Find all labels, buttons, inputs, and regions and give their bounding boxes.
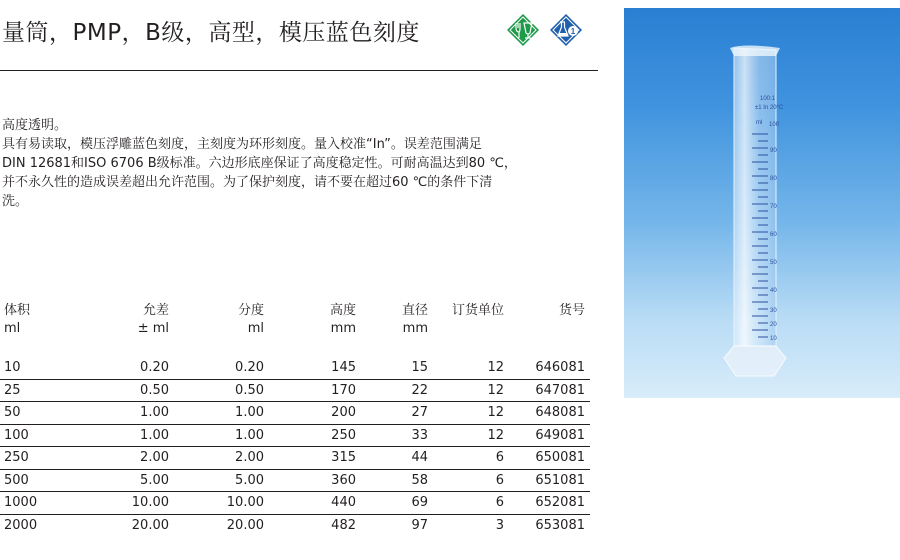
- table-cell: 1.00: [140, 405, 169, 420]
- description-line: 并不永久性的造成误差超出允许范围。为了保护刻度，请不要在超过60 ℃的条件下清: [2, 175, 493, 190]
- table-row: [0, 492, 590, 515]
- col-article-no-header: 货号: [558, 303, 585, 318]
- table-cell: 0.50: [140, 382, 169, 398]
- graduated-cylinder-image: [624, 8, 900, 398]
- table-cell: 6: [495, 450, 504, 465]
- table-cell: 2000: [4, 517, 38, 533]
- description: [2, 116, 592, 211]
- table-cell: 69: [411, 495, 428, 510]
- table-cell: 651081: [535, 472, 585, 488]
- table-cell: 15: [411, 360, 428, 375]
- table-cell: 10.00: [226, 495, 264, 510]
- table-cell: 44: [411, 450, 428, 465]
- scale-mark: 10: [770, 336, 777, 342]
- table-unit-row: [0, 318, 590, 340]
- table-row: [0, 470, 590, 493]
- table-cell: 6: [495, 495, 504, 510]
- col-tolerance-header: 允差: [142, 303, 169, 318]
- table-cell: 1.00: [235, 405, 264, 420]
- product-photo: [624, 8, 900, 398]
- col-pack-unit-header: 订货单位: [451, 303, 504, 318]
- col-graduation-header: 分度: [237, 303, 264, 318]
- table-row: [0, 447, 590, 470]
- col-graduation-unit: ml: [247, 321, 264, 336]
- table-cell: 5.00: [235, 472, 264, 488]
- scale-mark: 20: [770, 322, 777, 328]
- scale-mark: 90: [770, 148, 777, 154]
- col-diameter-header: 直径: [401, 303, 428, 318]
- table-cell: 12: [487, 427, 504, 443]
- table-cell: 650081: [535, 450, 585, 465]
- table-cell: 648081: [535, 405, 585, 420]
- table-cell: 653081: [535, 517, 585, 533]
- flask-number-1-icon: [549, 13, 583, 47]
- scale-mark: 30: [770, 308, 777, 314]
- table-cell: 12: [487, 382, 504, 398]
- description-line: 洗。: [2, 194, 29, 209]
- table-cell: 22: [411, 382, 428, 398]
- scale-label-top: 100:1: [760, 96, 776, 102]
- table-cell: 20.00: [131, 517, 169, 533]
- scale-unit: ml: [756, 120, 763, 126]
- table-cell: 0.50: [235, 382, 264, 398]
- table-cell: 647081: [535, 382, 585, 398]
- scale-mark: 60: [770, 232, 777, 238]
- table-cell: 0.20: [140, 360, 169, 375]
- badge-number: 1: [570, 27, 576, 36]
- table-cell: 25: [4, 382, 21, 398]
- table-row: [0, 515, 590, 538]
- product-table: [0, 296, 590, 537]
- table-cell: 200: [331, 405, 356, 420]
- col-height-header: 高度: [329, 303, 356, 318]
- table-cell: 5.00: [140, 472, 169, 488]
- page-title: 量筒，PMP，B级，高型，模压蓝色刻度: [2, 20, 420, 46]
- table-cell: 33: [411, 427, 428, 443]
- table-cell: 170: [331, 382, 356, 398]
- table-row: [0, 402, 590, 425]
- scale-mark: 100: [769, 122, 780, 128]
- table-cell: 1.00: [140, 427, 169, 443]
- table-cell: 58: [411, 472, 428, 488]
- table-cell: 3: [495, 517, 504, 533]
- table-cell: 100: [4, 427, 29, 443]
- table-cell: 315: [331, 450, 356, 465]
- table-cell: 1.00: [235, 427, 264, 443]
- table-cell: 440: [331, 495, 356, 510]
- table-cell: 2.00: [140, 450, 169, 465]
- scale-mark: 80: [770, 176, 777, 182]
- table-cell: 250: [4, 450, 29, 465]
- table-cell: 652081: [535, 495, 585, 510]
- table-cell: 1000: [4, 495, 38, 510]
- table-row: [0, 380, 590, 403]
- description-line: 具有易读取，模压浮雕蓝色刻度，主刻度为环形刻度。量入校准“In”。误差范围满足: [2, 137, 482, 152]
- table-cell: 649081: [535, 427, 585, 443]
- table-cell: 6: [495, 472, 504, 488]
- title-divider: [0, 70, 598, 71]
- scale-mark: 40: [770, 288, 777, 294]
- table-cell: 12: [487, 360, 504, 375]
- food-safe-glass-fork-icon: [506, 13, 540, 47]
- table-row: [0, 357, 590, 380]
- table-cell: 27: [411, 405, 428, 420]
- table-cell: 50: [4, 405, 21, 420]
- scale-mark: 70: [770, 204, 777, 210]
- table-cell: 10.00: [131, 495, 169, 510]
- table-cell: 0.20: [235, 360, 264, 375]
- table-header-row: [0, 296, 590, 318]
- table-cell: 10: [4, 360, 21, 375]
- col-diameter-unit: mm: [402, 321, 428, 336]
- scale-mark: 50: [770, 260, 777, 266]
- description-line: DIN 12681和ISO 6706 B级标准。六边形底座保证了高度稳定性。可耐高温达到80 ℃，: [2, 156, 517, 171]
- table-cell: 250: [331, 427, 356, 443]
- table-cell: 646081: [535, 360, 585, 375]
- description-line: 高度透明。: [2, 118, 68, 133]
- table-cell: 12: [487, 405, 504, 420]
- col-height-unit: mm: [330, 321, 356, 336]
- table-cell: 20.00: [226, 517, 264, 533]
- table-cell: 500: [4, 472, 29, 488]
- table-cell: 482: [331, 517, 356, 533]
- scale-label-in: ±1 In 20°C: [755, 105, 784, 111]
- col-tolerance-unit: ± ml: [137, 321, 169, 336]
- table-cell: 2.00: [235, 450, 264, 465]
- table-row: [0, 425, 590, 448]
- table-cell: 145: [331, 360, 356, 375]
- col-volume-unit: ml: [4, 321, 21, 336]
- table-cell: 360: [331, 472, 356, 488]
- table-cell: 97: [411, 517, 428, 533]
- col-volume-header: 体积: [4, 303, 31, 318]
